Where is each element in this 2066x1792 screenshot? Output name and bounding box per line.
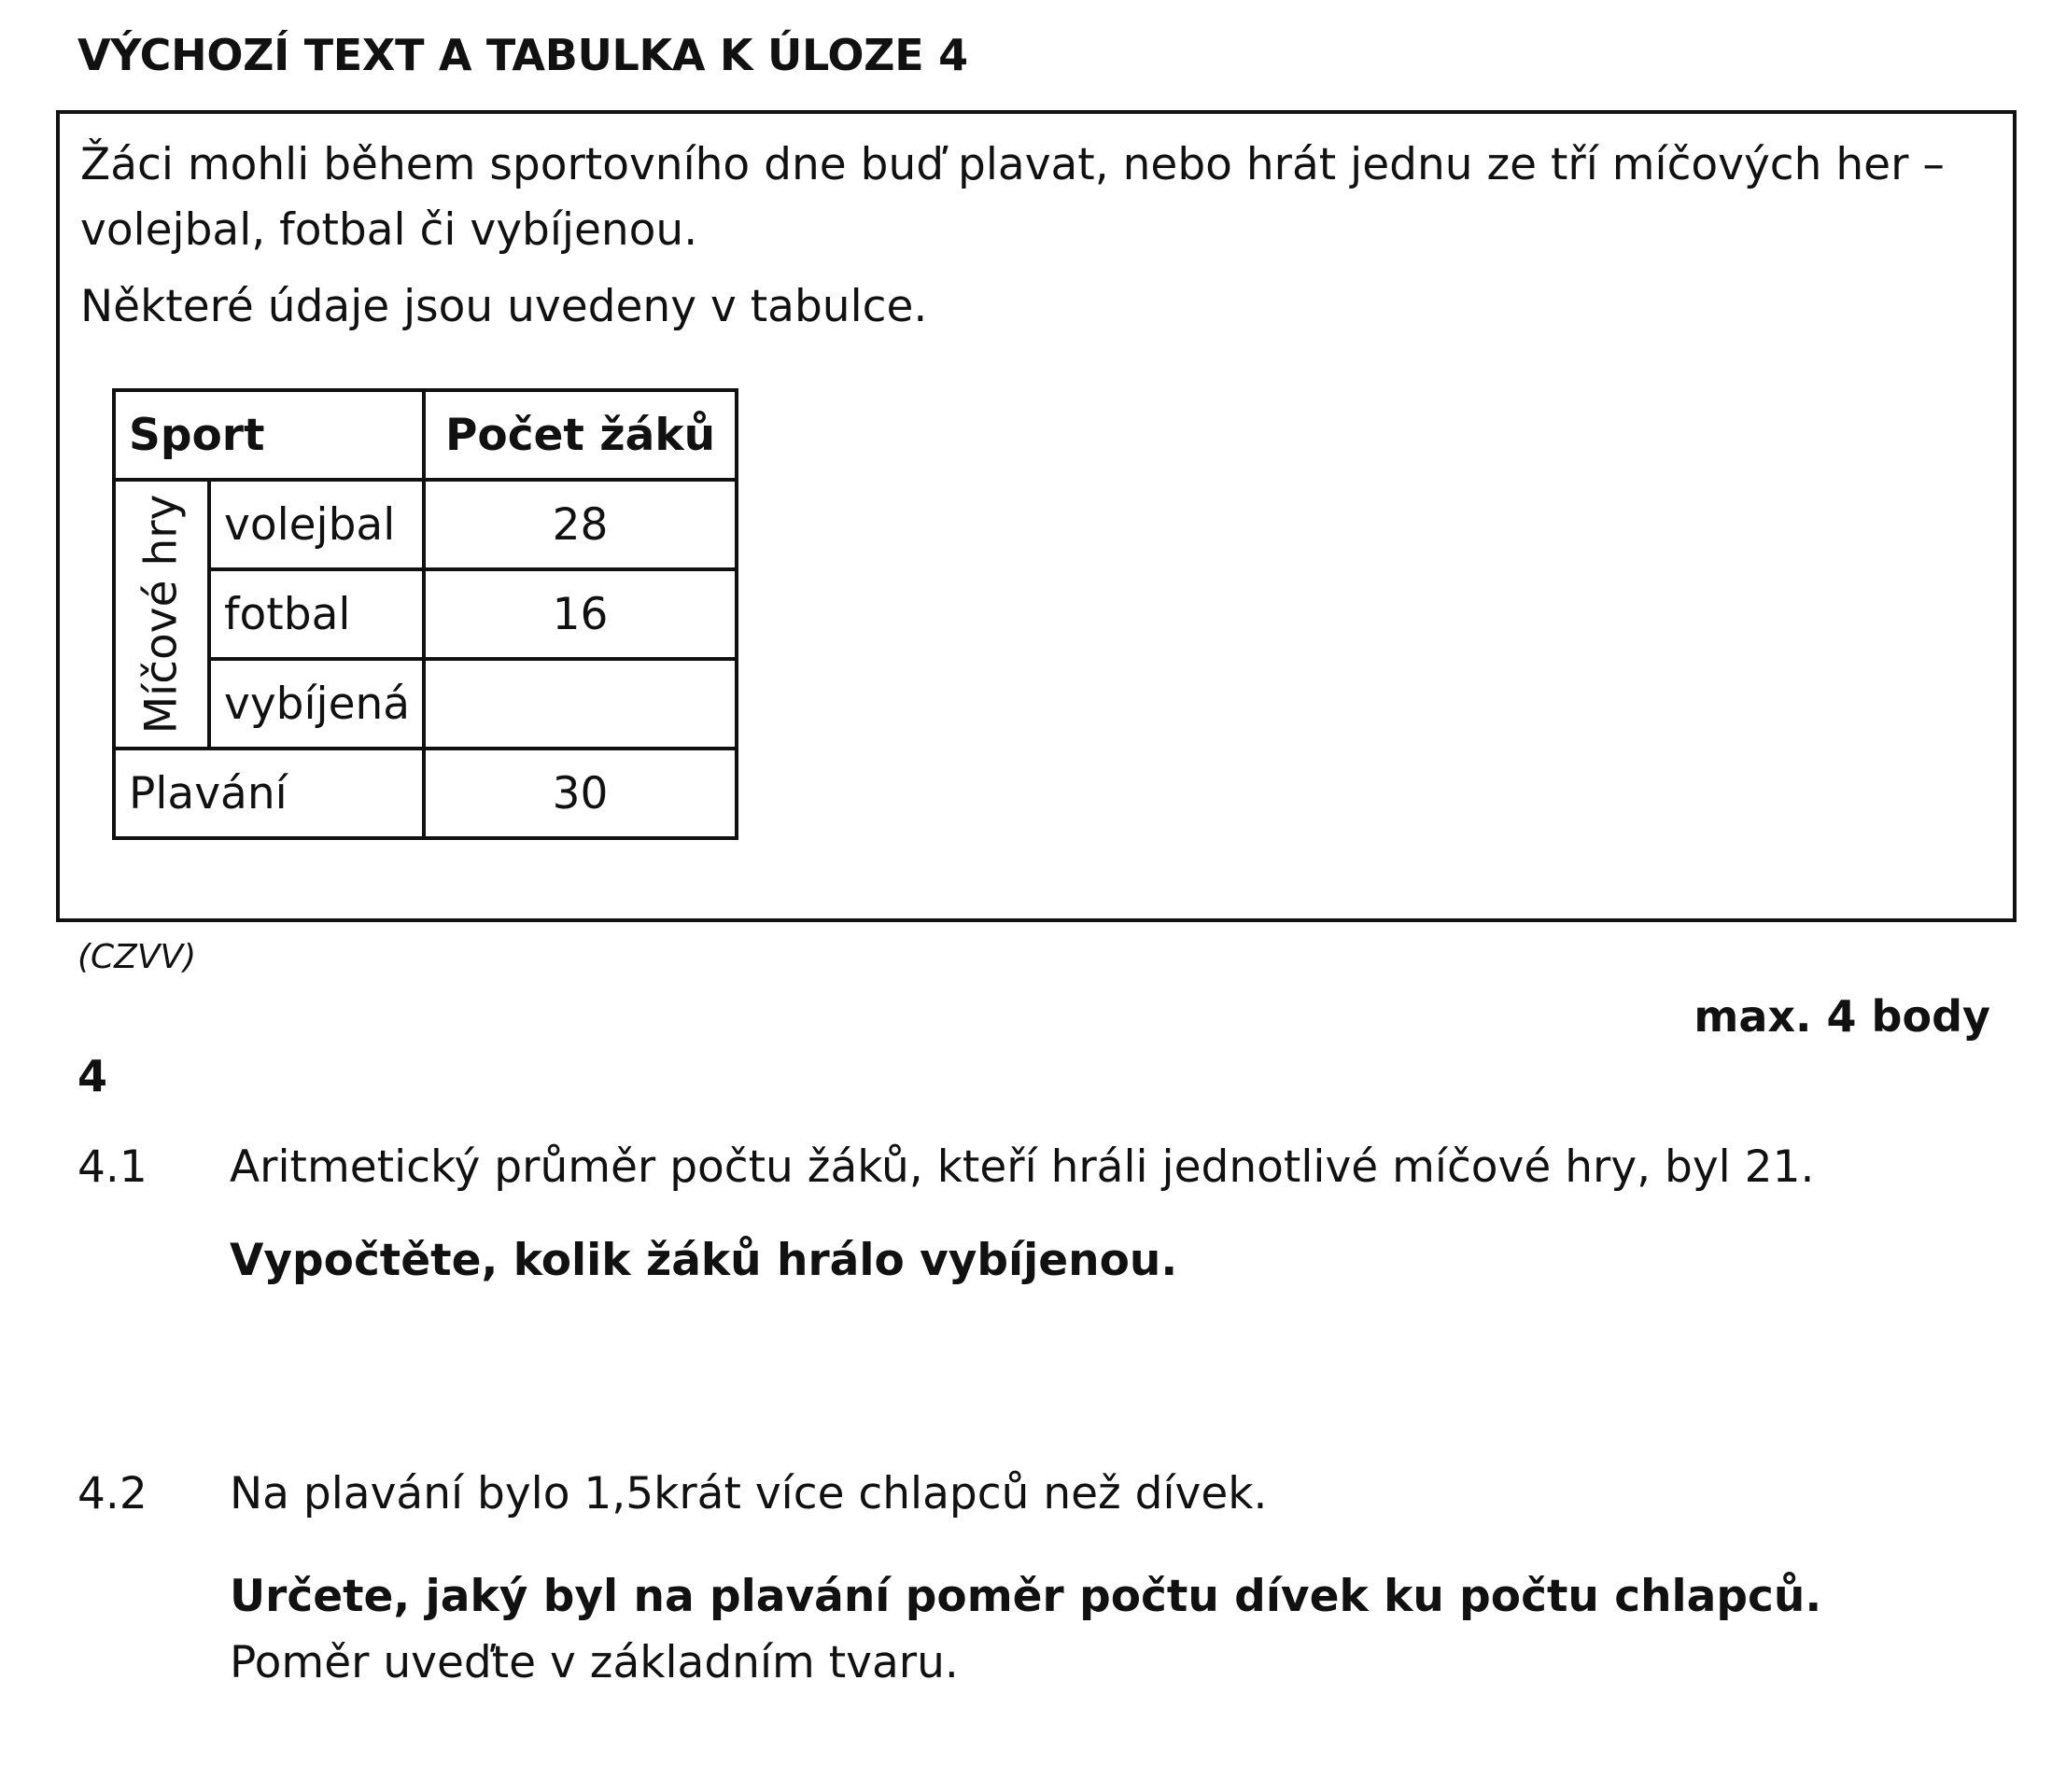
question-text: Aritmetický průměr počtu žáků, kteří hráli jednotlivé míčové hry, byl 21. (230, 1141, 1815, 1193)
question-instruction: Vypočtěte, kolik žáků hrálo vybíjenou. (230, 1235, 1178, 1286)
swimming-label: Plavání (114, 749, 424, 838)
question-instruction: Určete, jaký byl na plavání poměr počtu dívek ku počtu chlapců. (230, 1571, 1822, 1622)
header-sport: Sport (114, 390, 424, 480)
question-number: 4.1 (77, 1141, 148, 1193)
section-heading: VÝCHOZÍ TEXT A TABULKA K ÚLOZE 4 (77, 30, 968, 80)
question-number: 4.2 (77, 1468, 148, 1519)
max-points: max. 4 body (1694, 991, 1990, 1042)
source-note: (CZVV) (77, 938, 197, 976)
task-number: 4 (77, 1051, 108, 1101)
question-note: Poměr uveďte v základním tvaru. (230, 1637, 959, 1688)
table-row (114, 480, 737, 569)
sports-table (112, 388, 738, 840)
source-text-box (56, 110, 2017, 922)
sport-name: fotbal (209, 569, 424, 659)
sport-count: 28 (424, 480, 737, 569)
header-count: Počet žáků (424, 390, 737, 480)
sport-count: 16 (424, 569, 737, 659)
table-header-row (114, 390, 737, 480)
intro-paragraph: Žáci mohli během sportovního dne buď plavat, nebo hrát jednu ze tří míčových her – volejbal, fotbal či vybíjenou. (80, 139, 1945, 256)
sport-count-empty (424, 659, 737, 749)
question-text: Na plavání bylo 1,5krát více chlapců než dívek. (230, 1468, 1268, 1519)
table-row (114, 749, 737, 838)
sport-name: vybíjená (209, 659, 424, 749)
swimming-count: 30 (424, 749, 737, 838)
intro-paragraph-2: Některé údaje jsou uvedeny v tabulce. (80, 281, 928, 332)
sport-name: volejbal (209, 480, 424, 569)
group-label-cell (114, 480, 209, 749)
group-label: Míčové hry (135, 494, 188, 735)
